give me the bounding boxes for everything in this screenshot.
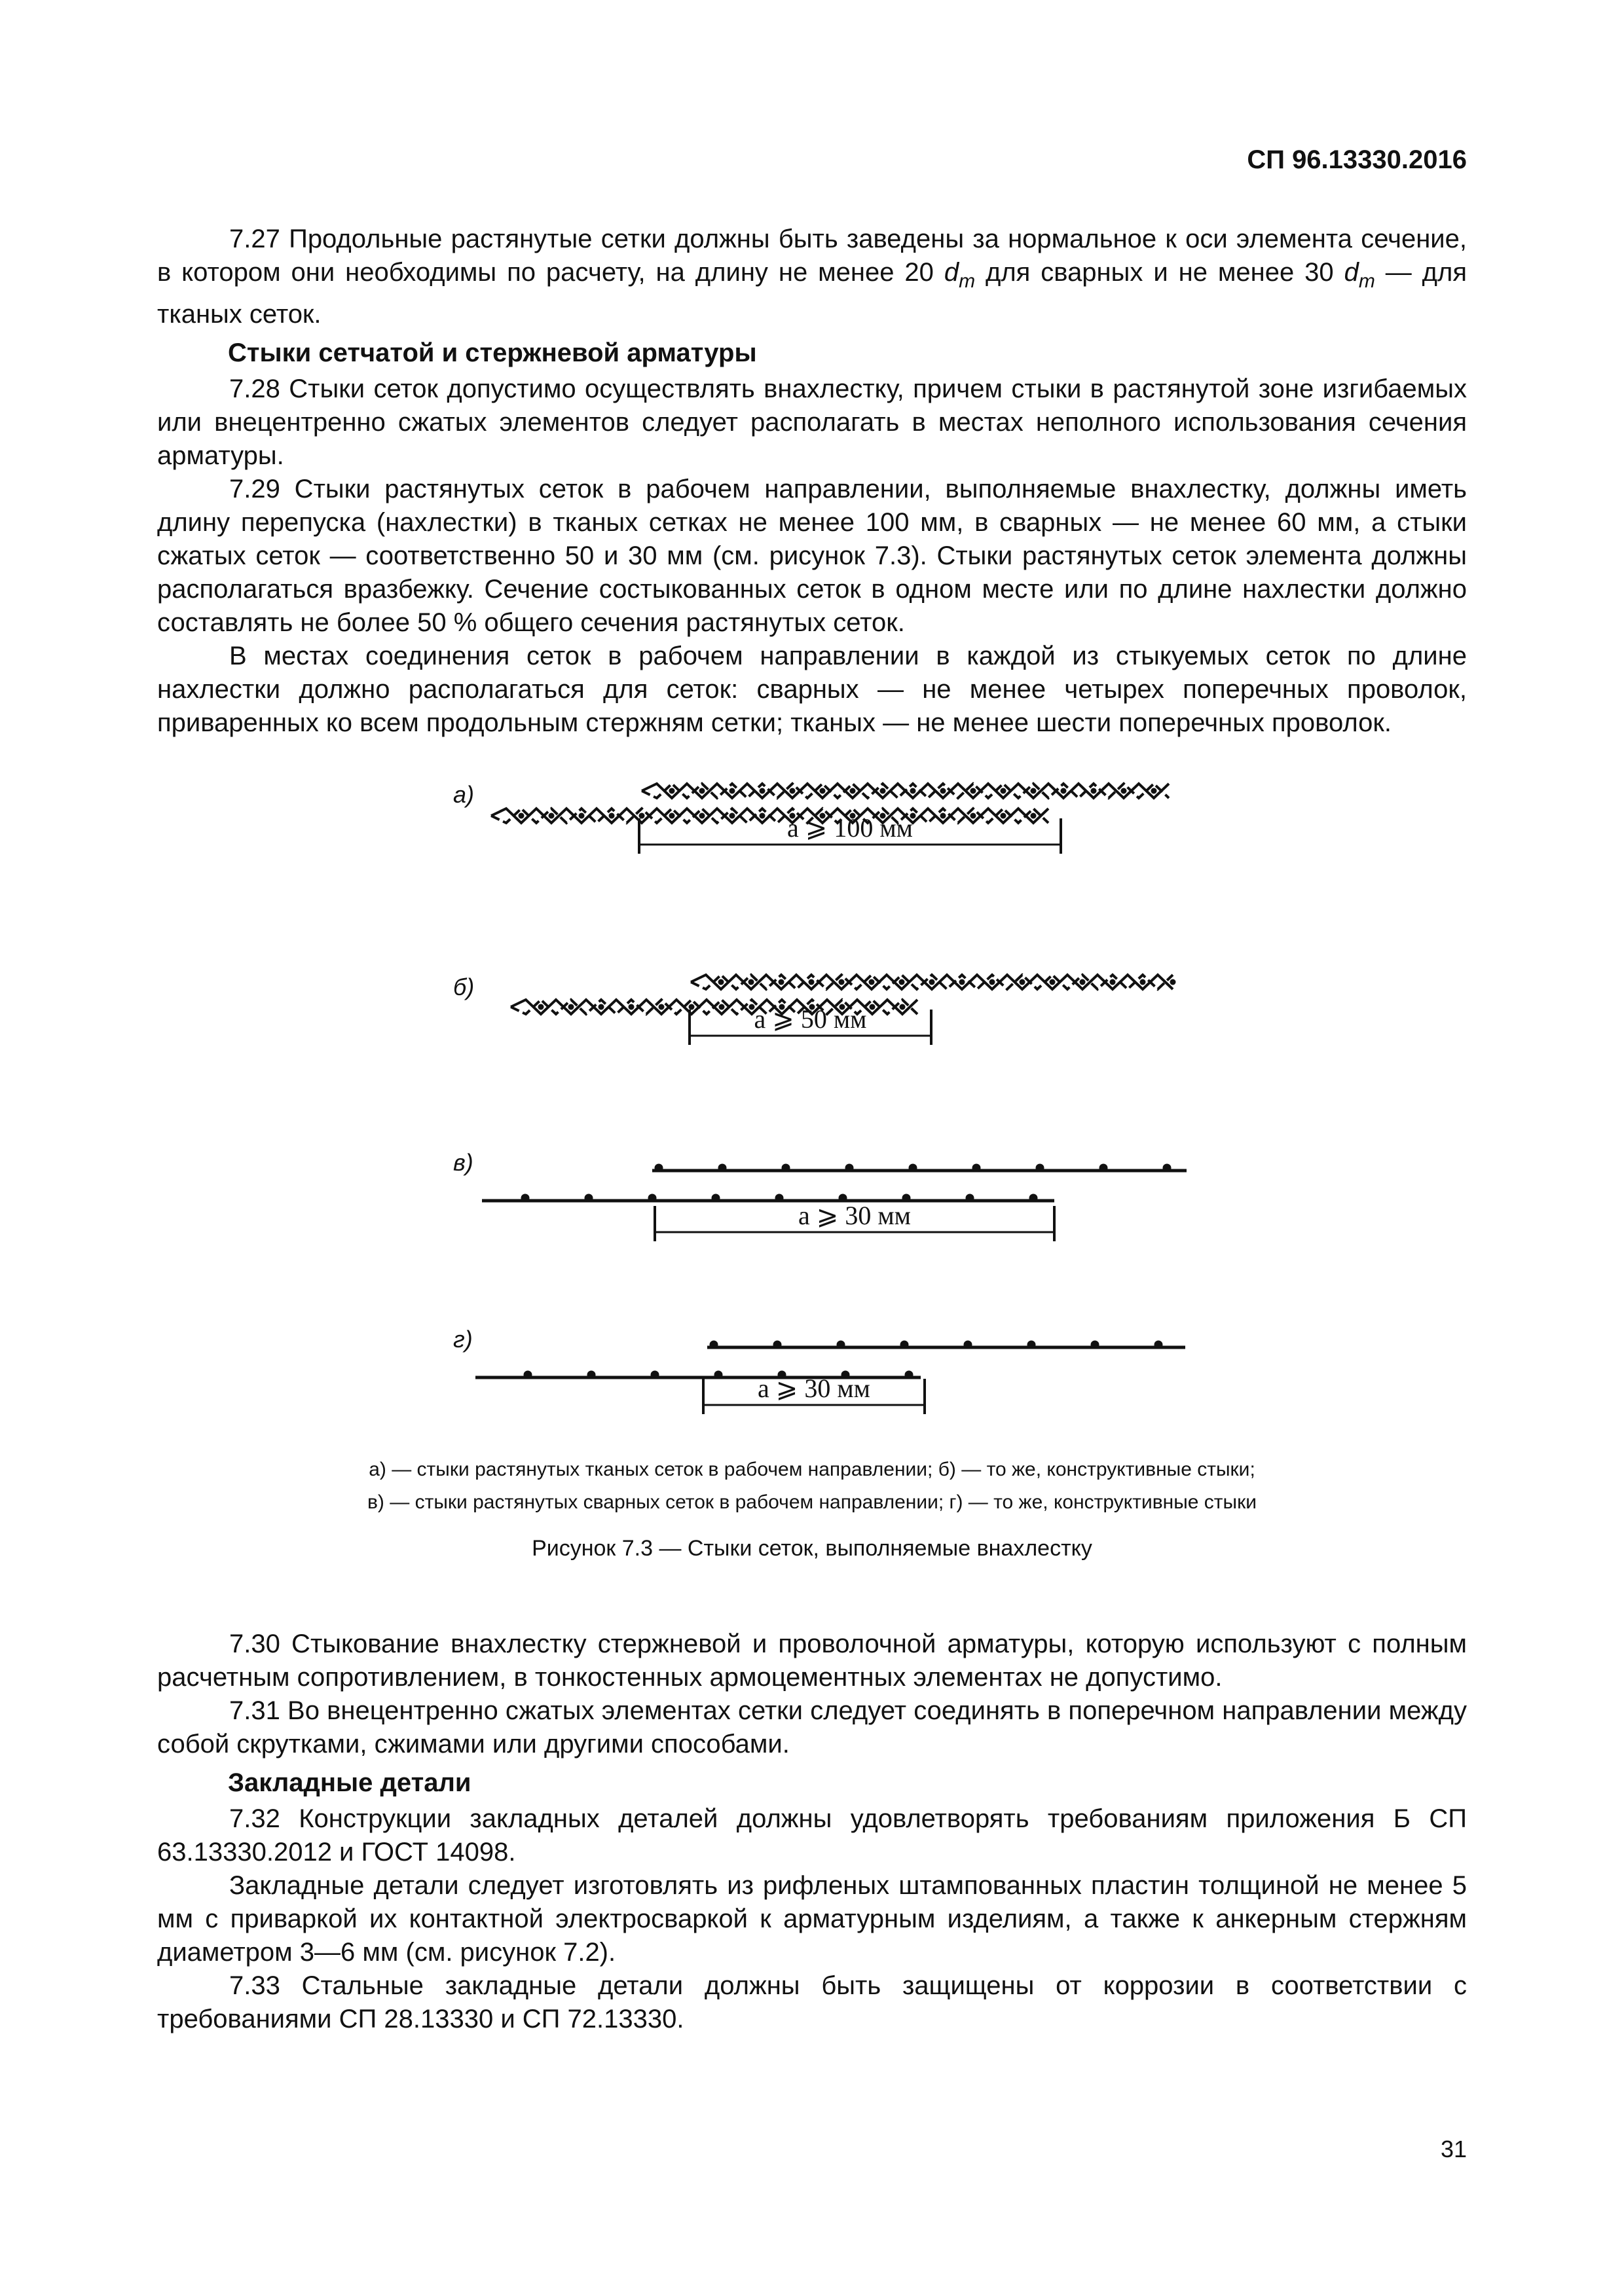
p727-text-b: для сварных и не менее 30 (975, 258, 1344, 287)
mesh-b-upper-cross-wire (779, 979, 784, 985)
paragraph-places: В местах соединения сеток в рабочем направлении в каждой из стыкуемых сеток по длине нахлестки должно располагаться для сеток: сварных — не менее четырех поперечных проволок, приваренных ко всем продольным стержням сетки; тканых — не менее шести поперечных проволок. (157, 642, 1467, 737)
dim-g-text: a ⩾ 30 мм (758, 1374, 870, 1403)
figure-legend-line-2: в) — стыки растянутых сварных сеток в рабочем направлении; г) — то же, конструктивные стыки (367, 1491, 1257, 1513)
mesh-a-upper-cross-wire (669, 788, 675, 794)
welded-g-upper-cross-bar (837, 1341, 845, 1349)
mesh-b-upper-cross-wire (748, 979, 754, 985)
mesh-a-lower-cross-wire (940, 813, 946, 819)
mesh-a-upper-cross-wire (699, 788, 705, 794)
paragraph-7-27 (157, 223, 1467, 331)
mesh-b-upper-cross-wire (869, 979, 875, 985)
mesh-b-upper-cross-wire (809, 979, 815, 985)
main-text (157, 223, 1467, 1591)
welded-g-upper-cross-bar (710, 1341, 718, 1349)
mesh-a-upper-cross-wire (760, 788, 766, 794)
welded-v-upper-cross-bar (909, 1164, 917, 1173)
mesh-a-upper-cross-wire (880, 788, 886, 794)
welded-v-upper-cross-bar (718, 1164, 727, 1173)
paragraph-7-33: 7.33 Стальные закладные детали должны быть защищены от коррозии в соответствии с требованиями СП 28.13330 и СП 72.13330. (157, 1971, 1467, 2033)
mesh-b-upper-cross-wire (1020, 979, 1025, 985)
p727-sub1: m (959, 270, 976, 292)
mesh-a-lower-cross-wire (519, 813, 525, 819)
paragraph-7-29: 7.29 Стыки растянутых сеток в рабочем направлении, выполняемые внахлестку, должны иметь длину перепуска (нахлестки) в тканых сетках не менее 100 мм, в сварных — не менее 60 мм, а стыки сжатых сеток — соответственно 50 и 30 мм (см. рисунок 7.3). Стыки растянутых сеток элемента должны располагаться вразбежку. Сечение состыкованных сеток в одном месте или по длине нахлестки должно составлять не более 50 % общего сечения растянутых сеток. (157, 475, 1467, 637)
welded-v-lower-cross-bar (521, 1194, 530, 1203)
mesh-a-lower-cross-wire (1031, 813, 1037, 819)
welded-v-upper-cross-bar (1163, 1164, 1172, 1173)
paragraph-embedded: Закладные детали следует изготовлять из рифленых штампованных пластин толщиной не менее 5 мм с приваркой их контактной электросваркой к арматурным изделиям, а также к анкерным стержням диаметром 3—6 мм (см. рисунок 7.2). (157, 1871, 1467, 1967)
mesh-b-upper-cross-wire (1110, 979, 1116, 985)
welded-v-lower-cross-bar (1029, 1194, 1038, 1203)
paragraph-7-31: 7.31 Во внецентренно сжатых элементах сетки следует соединять в поперечном направлении между собой скрутками, сжимами или другими способами. (157, 1696, 1467, 1758)
paragraph-7-32: 7.32 Конструкции закладных деталей должны удовлетворять требованиям приложения Б СП 63.13330.2012 и ГОСТ 14098. (157, 1804, 1467, 1867)
mesh-b-lower-cross-wire (870, 1004, 876, 1010)
welded-v-lower-cross-bar (712, 1194, 720, 1203)
paragraph-7-30: 7.30 Стыкование внахлестку стержневой и проволочной арматуры, которую используют с полным расчетным сопротивлением, в тонкостенных армоцементных элементах не допустимо. (157, 1630, 1467, 1692)
dim-b-text: a ⩾ 50 мм (754, 1004, 867, 1034)
welded-v-lower-cross-bar (648, 1194, 657, 1203)
p727-d2: d (1344, 258, 1359, 287)
mesh-a-lower-cross-wire (1001, 813, 1006, 819)
mesh-a-upper-cross-wire (1031, 788, 1037, 794)
mesh-a-upper-cross-wire (729, 788, 735, 794)
welded-v-lower-cross-bar (775, 1194, 784, 1203)
p727-text-c: — для тканых сеток. (157, 258, 1467, 329)
mesh-a-lower-cross-wire (609, 813, 615, 819)
mesh-b-lower-cross-wire (689, 1004, 695, 1010)
welded-v-upper-cross-bar (782, 1164, 790, 1173)
welded-v-upper-cross-bar (1099, 1164, 1108, 1173)
paragraph-7-28: 7.28 Стыки сеток допустимо осуществлять внахлестку, причем стыки в растянутой зоне изгибаемых или внецентренно сжатых элементов следует располагать в местах неполного использования сечения арматуры. (157, 374, 1467, 470)
welded-g-lower-cross-bar (651, 1371, 659, 1379)
mesh-a-lower-cross-wire (699, 813, 705, 819)
mesh-a-lower-cross-wire (729, 813, 735, 819)
welded-g-upper-cross-bar (773, 1341, 782, 1349)
dim-a-text: a ⩾ 100 мм (787, 813, 913, 843)
heading-joints: Стыки сетчатой и стержневой арматуры (228, 338, 757, 367)
mesh-a-upper-cross-wire (940, 788, 946, 794)
figure-legend-line-1: а) — стыки растянутых тканых сеток в рабочем направлении; б) — то же, конструктивные стыки; (369, 1459, 1255, 1480)
p727-d1: d (944, 258, 959, 287)
mesh-b-upper-cross-wire (1050, 979, 1056, 985)
welded-g-upper-cross-bar (964, 1341, 972, 1349)
mesh-b-upper-cross-wire (1170, 979, 1176, 985)
mesh-a-upper-cross-wire (790, 788, 796, 794)
mesh-b-upper-cross-wire (899, 979, 905, 985)
mesh-b-upper-cross-wire (989, 979, 995, 985)
mesh-b-lower-cross-wire (900, 1004, 906, 1010)
p727-text-a: 7.27 Продольные растянутые сетки должны быть заведены за нормальное к оси элемента сечение, в котором они необходимы по расчету, на длину не менее 20 (157, 225, 1467, 287)
mesh-b-lower-cross-wire (659, 1004, 665, 1010)
mesh-b-upper-cross-wire (959, 979, 965, 985)
welded-g-lower-cross-bar (524, 1371, 532, 1379)
mesh-a-upper-cross-wire (910, 788, 916, 794)
mesh-b-upper-cross-wire (718, 979, 724, 985)
mesh-b-lower-cross-wire (719, 1004, 725, 1010)
mesh-a-upper-cross-wire (1091, 788, 1097, 794)
doc-code-header: СП 96.13330.2016 (1247, 145, 1467, 174)
figure-7-3 (157, 766, 1467, 1591)
welded-g-lower-cross-bar (587, 1371, 596, 1379)
mesh-a-upper-cross-wire (1121, 788, 1127, 794)
welded-v-lower-cross-bar (966, 1194, 974, 1203)
p727-sub2: m (1358, 270, 1375, 292)
mesh-b-lower-cross-wire (599, 1004, 604, 1010)
label-a: а) (453, 781, 475, 808)
welded-v-upper-cross-bar (845, 1164, 854, 1173)
mesh-a-lower-cross-wire (639, 813, 645, 819)
welded-g-upper-cross-bar (1091, 1341, 1099, 1349)
mesh-a-upper-cross-wire (1061, 788, 1067, 794)
mesh-a-upper-cross-wire (970, 788, 976, 794)
mesh-a-upper-cross-wire (1001, 788, 1006, 794)
mesh-b-lower-cross-wire (568, 1004, 574, 1010)
welded-g-upper-cross-bar (1027, 1341, 1036, 1349)
mesh-a-upper-cross-wire (850, 788, 856, 794)
mesh-b-upper-cross-wire (839, 979, 845, 985)
welded-v-upper-cross-bar (1036, 1164, 1044, 1173)
welded-v-upper-cross-bar (655, 1164, 663, 1173)
welded-v-upper-cross-bar (972, 1164, 981, 1173)
mesh-b-lower-cross-wire (629, 1004, 635, 1010)
label-b: б) (453, 974, 475, 1000)
mesh-a-lower-cross-wire (760, 813, 766, 819)
mesh-b-upper-cross-wire (1080, 979, 1086, 985)
text-after-figure (157, 1628, 1467, 2036)
mesh-b-lower-cross-wire (538, 1004, 544, 1010)
welded-g-upper-cross-bar (900, 1341, 909, 1349)
mesh-a-lower-cross-wire (970, 813, 976, 819)
mesh-b-upper-cross-wire (1140, 979, 1146, 985)
figure-caption: Рисунок 7.3 — Стыки сеток, выполняемые внахлестку (532, 1536, 1092, 1561)
mesh-a-upper-cross-wire (1151, 788, 1157, 794)
heading-embedded: Закладные детали (228, 1768, 471, 1797)
label-g: г) (453, 1326, 473, 1353)
dim-v-text: a ⩾ 30 мм (798, 1201, 911, 1230)
welded-g-upper-cross-bar (1154, 1341, 1163, 1349)
mesh-a-lower-cross-wire (669, 813, 675, 819)
mesh-a-lower-cross-wire (549, 813, 555, 819)
mesh-b-upper-cross-wire (929, 979, 935, 985)
mesh-a-upper-cross-wire (820, 788, 826, 794)
welded-g-lower-cross-bar (714, 1371, 723, 1379)
welded-g-lower-cross-bar (905, 1371, 913, 1379)
page-number: 31 (1440, 2136, 1467, 2162)
mesh-a-lower-cross-wire (579, 813, 585, 819)
label-v: в) (453, 1149, 473, 1176)
welded-v-lower-cross-bar (585, 1194, 593, 1203)
